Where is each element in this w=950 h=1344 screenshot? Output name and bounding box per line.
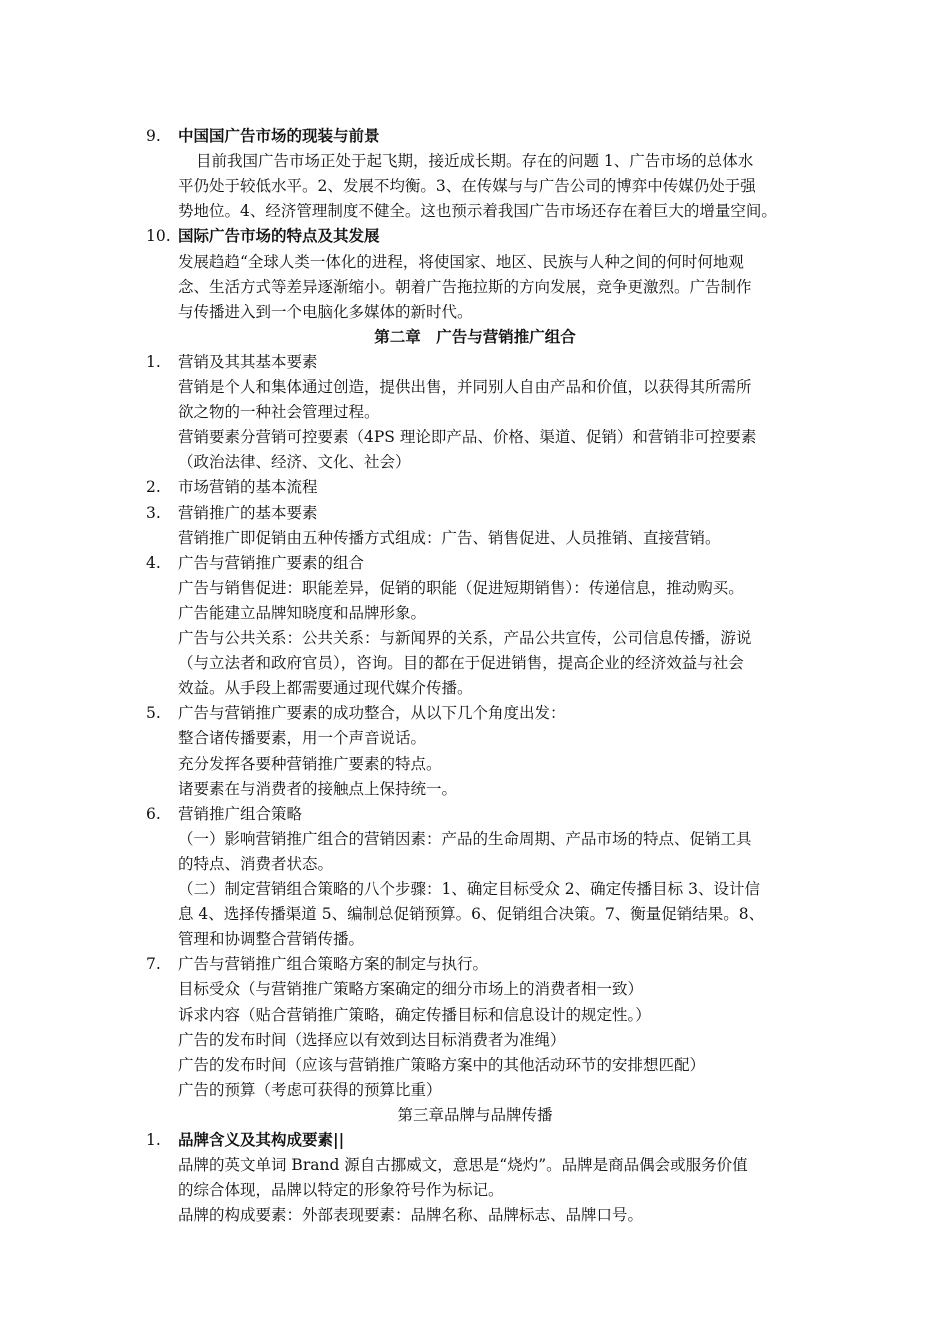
text-line: 诸要素在与消费者的接触点上保持统一。 [178, 780, 458, 798]
text-line: 营销要素分营销可控要素（4PS 理论即产品、价格、渠道、促销）和营销非可控要素 [178, 428, 757, 446]
text-line: 势地位。4、经济管理制度不健全。这也预示着我国广告市场还存在着巨大的增量空间。 [178, 202, 777, 220]
text-line: 广告的发布时间（应该与营销推广策略方案中的其他活动环节的安排想匹配） [178, 1056, 706, 1074]
list-number: 6. [146, 805, 161, 823]
text-line: （一）影响营销推广组合的营销因素：产品的生命周期、产品市场的特点、促销工具 [178, 830, 752, 848]
text-line: 广告与销售促进：职能差异，促销的职能（促进短期销售）：传递信息，推动购买。 [178, 579, 744, 597]
list-item-heading: 营销推广组合策略 [178, 805, 303, 823]
list-number: 10. [146, 227, 171, 245]
list-item-heading: 广告与营销推广要素的组合 [178, 554, 365, 572]
text-line: 品牌的构成要素：外部表现要素：品牌名称、品牌标志、品牌口号。 [178, 1206, 644, 1224]
text-line: 目前我国广告市场正处于起飞期，接近成长期。存在的问题 1、广告市场的总体水 [196, 152, 754, 170]
text-line: 广告与公共关系：公共关系：与新闻界的关系，产品公共宣传，公司信息传播，游说 [178, 629, 752, 647]
text-line: 管理和协调整合营销传播。 [178, 930, 365, 948]
text-line: 充分发挥各要种营销推广要素的特点。 [178, 755, 442, 773]
text-line: 的特点、消费者状态。 [178, 855, 334, 873]
list-number: 1. [146, 1131, 161, 1149]
text-line: 广告能建立品牌知晓度和品牌形象。 [178, 604, 427, 622]
list-item-heading: 品牌含义及其构成要素|| [178, 1130, 345, 1149]
list-item-heading: 广告与营销推广要素的成功整合，从以下几个角度出发： [178, 704, 566, 722]
text-line: 诉求内容（贴合营销推广策略，确定传播目标和信息设计的规定性。） [178, 1006, 651, 1024]
text-line: 平仍处于较低水平。2、发展不均衡。3、在传媒与与广告公司的博弈中传媒仍处于强 [178, 177, 756, 195]
text-line: 品牌的英文单词 Brand 源自古挪威文，意思是“烧灼”。品牌是商品偶会或服务价值 [178, 1156, 748, 1174]
text-line: 整合诸传播要素，用一个声音说话。 [178, 729, 427, 747]
chapter-heading: 第三章品牌与品牌传播 [397, 1106, 553, 1124]
list-item-heading: 营销推广的基本要素 [178, 504, 318, 522]
list-number: 5. [146, 704, 161, 722]
text-line: 的综合体现，品牌以特定的形象符号作为标记。 [178, 1181, 504, 1199]
list-item-heading: 市场营销的基本流程 [178, 478, 318, 496]
text-line: 目标受众（与营销推广策略方案确定的细分市场上的消费者相一致） [178, 980, 644, 998]
list-number: 3. [146, 504, 161, 522]
text-line: 与传播进入到一个电脑化多媒体的新时代。 [178, 303, 473, 321]
list-number: 4. [146, 554, 161, 572]
text-line: 发展趋趋“全球人类一体化的进程，将使国家、地区、民族与人种之间的何时何地观 [178, 253, 744, 271]
list-item-heading: 广告与营销推广组合策略方案的制定与执行。 [178, 955, 489, 973]
text-line: （二）制定营销组合策略的八个步骤：1、确定目标受众 2、确定传播目标 3、设计信 [178, 880, 760, 898]
list-number: 1. [146, 353, 161, 371]
text-line: （政治法律、经济、文化、社会） [178, 453, 411, 471]
text-line: 营销是个人和集体通过创造，提供出售，并同别人自由产品和价值，以获得其所需所 [178, 378, 752, 396]
text-line: 营销推广即促销由五种传播方式组成：广告、销售促进、人员推销、直接营销。 [178, 529, 721, 547]
text-line: 息 4、选择传播渠道 5、编制总促销预算。6、促销组合决策。7、衡量促销结果。8、 [178, 905, 765, 923]
chapter-heading: 第二章 广告与营销推广组合 [374, 327, 576, 346]
list-item-heading: 国际广告市场的特点及其发展 [178, 226, 380, 245]
text-line: 广告的预算（考虑可获得的预算比重） [178, 1081, 442, 1099]
text-line: （与立法者和政府官员），咨询。目的都在于促进销售，提高企业的经济效益与社会 [178, 654, 744, 672]
text-line: 广告的发布时间（选择应以有效到达目标消费者为准绳） [178, 1031, 566, 1049]
list-item-heading: 中国国广告市场的现装与前景 [178, 126, 380, 145]
list-number: 2. [146, 478, 161, 496]
list-number: 7. [146, 955, 161, 973]
list-number: 9. [146, 127, 161, 145]
list-item-heading: 营销及其其基本要素 [178, 353, 318, 371]
text-line: 欲之物的一种社会管理过程。 [178, 403, 380, 421]
text-line: 效益。从手段上都需要通过现代媒介传播。 [178, 679, 473, 697]
text-line: 念、生活方式等差异逐渐缩小。朝着广告拖拉斯的方向发展，竞争更激烈。广告制作 [178, 278, 752, 296]
